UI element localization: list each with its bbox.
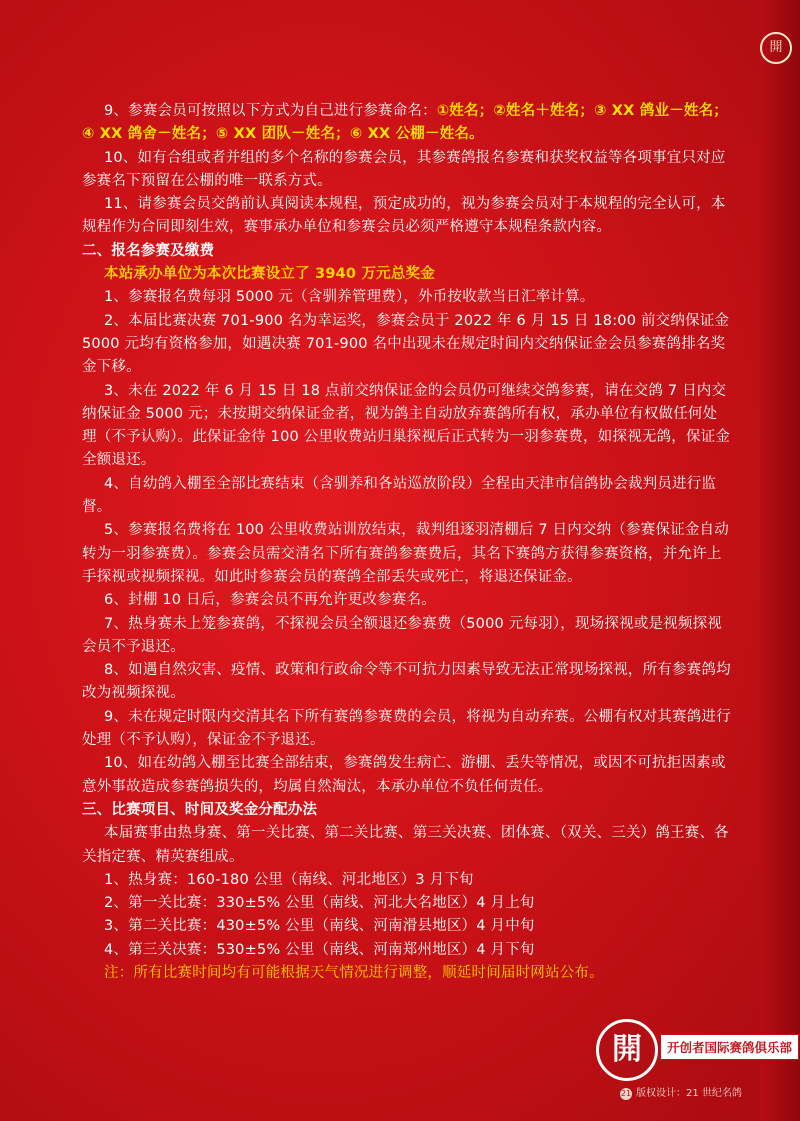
right-border-strip [760, 0, 800, 1121]
registration-item: 9、未在规定时限内交清其名下所有赛鸽参赛费的会员，将视为自动弃赛。公棚有权对其赛鸽进行处理（不予认购），保证金不予退还。 [82, 708, 731, 749]
prize-highlight: 本站承办单位为本次比赛设立了 3940 万元总奖金 [104, 266, 435, 283]
corner-seal-logo: 開 [760, 32, 792, 64]
rule-item-11: 11、请参赛会员交鸽前认真阅读本规程，预定成功的，视为参赛会员对于本规程的完全认可，本规程作为合同即刻生效，赛事承办单位和参赛会员必须严格遵守本规程条款内容。 [82, 196, 726, 236]
rule-item-9: 9、参赛会员可按照以下方式为自己进行参赛命名：①姓名；②姓名＋姓名；③ XX 鸽业－姓名；④ XX 鸽舍－姓名；⑤ XX 团队－姓名；⑥ XX 公棚－姓名。 [82, 103, 729, 143]
registration-item: 3、未在 2022 年 6 月 15 日 18 点前交纳保证金的会员仍可继续交鸽参赛，请在交鸽 7 日内交纳保证金 5000 元；未按期交纳保证金者，视为鸽主自动放弃赛鸽所有权，承办单位有权做任何处理（不予认购）。此保证金待 100 公里收费站归巢探视后正式转为一羽参赛费，如探视无鸽，保证金全额退还。 [82, 382, 731, 469]
section-heading-registration: 二、报名参赛及缴费 [82, 242, 215, 259]
event-item: 1、热身赛：160-180 公里（南线、河北地区）3 月下旬 [104, 871, 474, 888]
registration-item: 8、如遇自然灾害、疫情、政策和行政命令等不可抗力因素导致无法正常现场探视，所有参赛鸽均改为视频探视。 [82, 662, 731, 702]
club-seal-logo: 開 [596, 1019, 658, 1081]
registration-item: 6、封棚 10 日后，参赛会员不再允许更改参赛名。 [104, 592, 436, 609]
schedule-note: 注：所有比赛时间均有可能根据天气情况进行调整，顺延时间届时网站公布。 [104, 964, 604, 981]
naming-options: ①姓名；②姓名＋姓名；③ XX 鸽业－姓名；④ XX 鸽舍－姓名；⑤ XX 团队－姓名；⑥ XX 公棚－姓名。 [82, 103, 729, 143]
document-body [82, 100, 732, 985]
events-intro: 本届赛事由热身赛、第一关比赛、第二关比赛、第三关决赛、团体赛、（双关、三关）鸽王赛、各关指定赛、精英赛组成。 [82, 825, 729, 865]
registration-item: 1、参赛报名费每羽 5000 元（含驯养管理费），外币按收款当日汇率计算。 [104, 289, 595, 306]
footer-mark-icon: 21 [620, 1089, 632, 1098]
registration-item: 7、热身赛未上笼参赛鸽，不探视会员全额退还参赛费（5000 元每羽），现场探视或是视频探视会员不予退还。 [82, 615, 722, 655]
registration-item: 5、参赛报名费将在 100 公里收费站训放结束，裁判组逐羽清棚后 7 日内交纳（参赛保证金自动转为一羽参赛费）。参赛会员需交清名下所有赛鸽参赛费后，其名下赛鸽方获得参赛资格，并允许上手探视或视频探视。如此时参赛会员的赛鸽全部丢失或死亡，将退还保证金。 [82, 522, 729, 585]
registration-item: 10、如在幼鸽入棚至比赛全部结束，参赛鸽发生病亡、游棚、丢失等情况，或因不可抗拒因素或意外事故造成参赛鸽损失的，均属自然淘汰，本承办单位不负任何责任。 [82, 755, 726, 795]
club-name-banner: 开创者国际赛鸽俱乐部 [660, 1034, 799, 1060]
event-item: 4、第三关决赛：530±5% 公里（南线、河南郑州地区）4 月下旬 [104, 941, 535, 958]
section-heading-events: 三、比赛项目、时间及奖金分配办法 [82, 801, 318, 818]
registration-item: 4、自幼鸽入棚至全部比赛结束（含驯养和各站巡放阶段）全程由天津市信鸽协会裁判员进行监督。 [82, 475, 717, 516]
rule-item-10: 10、如有合组或者并组的多个名称的参赛会员，其参赛鸽报名参赛和获奖权益等各项事宜只对应参赛名下预留在公棚的唯一联系方式。 [82, 149, 726, 189]
footer-credit: 21 版权设计：21 世纪名鸽 [620, 1088, 742, 1099]
registration-item: 2、本届比赛决赛 701-900 名为幸运奖，参赛会员于 2022 年 6 月 15 日 18:00 前交纳保证金 5000 元均有资格参加，如遇决赛 701-900 名中出现未在规定时间内交纳保证金会员参赛鸽排名奖金下移。 [82, 312, 730, 376]
event-item: 3、第二关比赛：430±5% 公里（南线、河南滑县地区）4 月中旬 [104, 918, 535, 935]
event-item: 2、第一关比赛：330±5% 公里（南线、河北大名地区）4 月上旬 [104, 895, 535, 912]
